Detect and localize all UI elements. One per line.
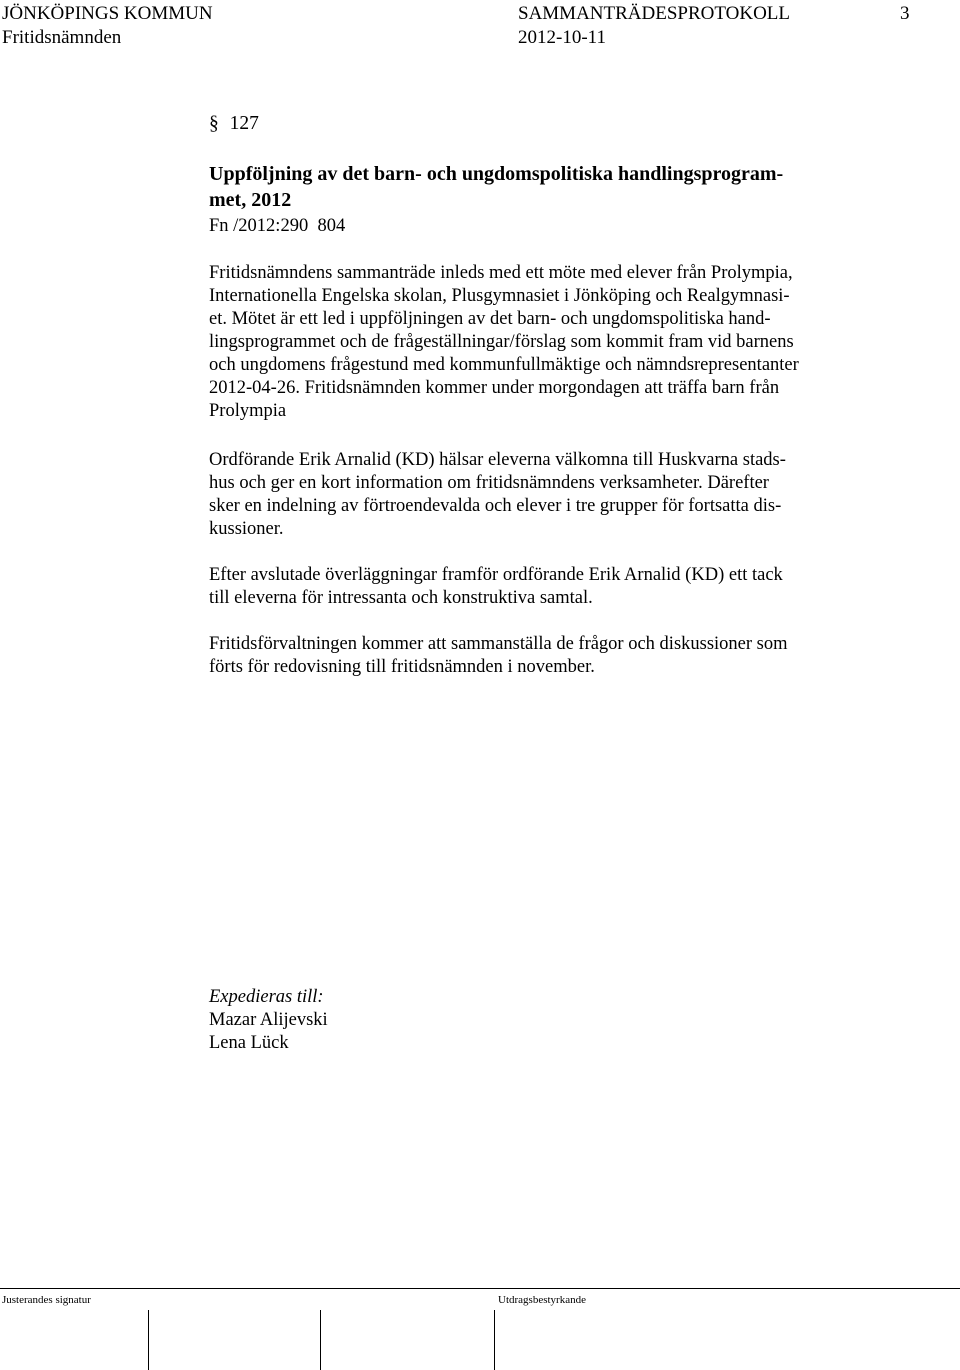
section-title bbox=[209, 161, 783, 213]
text-line: kussioner. bbox=[209, 519, 284, 539]
case-reference: Fn /2012:290 804 bbox=[209, 216, 346, 236]
text-line: och ungdomens frågestund med kommunfullmäktige och nämndsrepresentanter bbox=[209, 355, 799, 375]
certification-label: Utdragsbestyrkande bbox=[498, 1294, 586, 1306]
signature-box-divider bbox=[148, 1310, 149, 1370]
page-number: 3 bbox=[900, 3, 910, 24]
distribution-label: Expedieras till: bbox=[209, 987, 324, 1007]
section-symbol: § bbox=[209, 113, 219, 134]
distribution-list bbox=[209, 986, 869, 1055]
text-line: Efter avslutade överläggningar framför ordförande Erik Arnalid (KD) ett tack bbox=[209, 565, 783, 585]
paragraph-4 bbox=[209, 633, 869, 679]
title-line: met, 2012 bbox=[209, 189, 292, 211]
text-line: sker en indelning av förtroendevalda och elever i tre grupper för fortsatta dis- bbox=[209, 496, 782, 516]
signature-label: Justerandes signatur bbox=[2, 1294, 91, 1306]
footer-divider bbox=[0, 1288, 960, 1289]
text-line: lingsprogrammet och de frågeställningar/förslag som kommit fram vid barnens bbox=[209, 332, 794, 352]
committee-name: Fritidsnämnden bbox=[2, 27, 122, 48]
text-line: et. Mötet är ett led i uppföljningen av det barn- och ungdomspolitiska hand- bbox=[209, 309, 771, 329]
organization-name: JÖNKÖPINGS KOMMUN bbox=[2, 3, 213, 24]
title-line: Uppföljning av det barn- och ungdomspolitiska handlingsprogram- bbox=[209, 163, 784, 185]
text-line: Prolympia bbox=[209, 401, 287, 421]
section-number: 127 bbox=[229, 113, 259, 134]
text-line: förts för redovisning till fritidsnämnden i november. bbox=[209, 657, 595, 677]
section-heading bbox=[209, 112, 259, 136]
text-line: till eleverna för intressanta och konstruktiva samtal. bbox=[209, 588, 593, 608]
paragraph-1 bbox=[209, 262, 869, 423]
paragraph-2 bbox=[209, 449, 869, 541]
text-line: Fritidsnämndens sammanträde inleds med ett möte med elever från Prolympia, bbox=[209, 263, 793, 283]
text-line: hus och ger en kort information om fritidsnämndens verksamheter. Därefter bbox=[209, 473, 769, 493]
text-line: Internationella Engelska skolan, Plusgymnasiet i Jönköping och Realgymnasi- bbox=[209, 286, 790, 306]
text-line: Ordförande Erik Arnalid (KD) hälsar eleverna välkomna till Huskvarna stads- bbox=[209, 450, 786, 470]
signature-box-divider bbox=[320, 1310, 321, 1370]
meeting-date: 2012-10-11 bbox=[518, 27, 606, 48]
document-type: SAMMANTRÄDESPROTOKOLL bbox=[518, 3, 791, 24]
text-line: 2012-04-26. Fritidsnämnden kommer under morgondagen att träffa barn från bbox=[209, 378, 780, 398]
recipient: Mazar Alijevski bbox=[209, 1010, 328, 1030]
signature-box-divider bbox=[494, 1310, 495, 1370]
recipient: Lena Lück bbox=[209, 1033, 289, 1053]
paragraph-3 bbox=[209, 564, 869, 610]
text-line: Fritidsförvaltningen kommer att sammanställa de frågor och diskussioner som bbox=[209, 634, 788, 654]
